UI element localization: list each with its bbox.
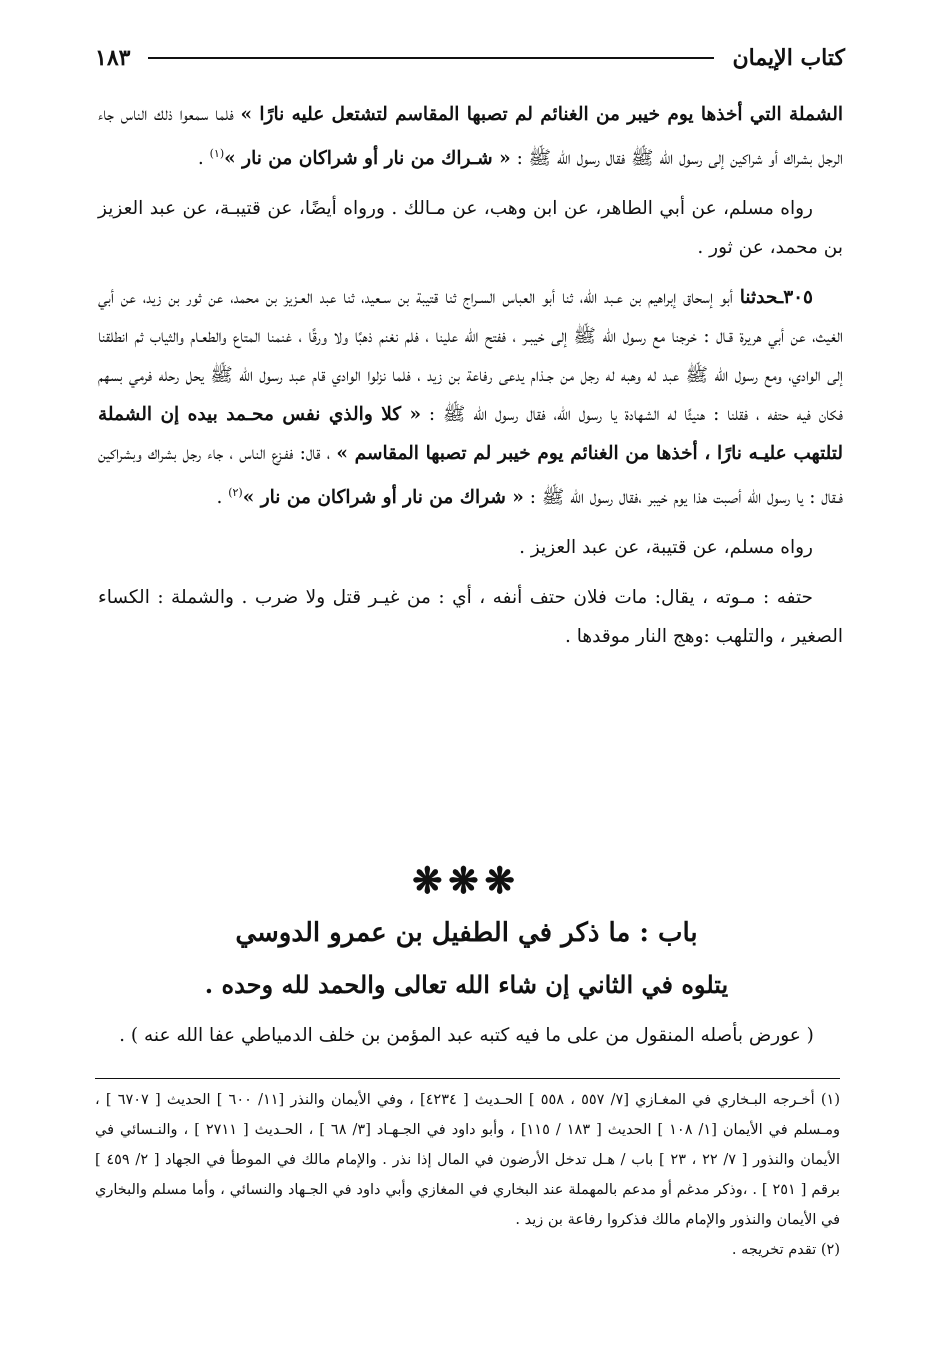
paragraph-text: أبو إسحاق إبراهيم بن عـبد الله، ثنا أبو العباس السـراج ثنا قتيبة بن سـعيد، ثنا عبد العـزيز بن محمد، عن ثور بن زيد، عن أبي الغيث، عن أبي هريرة قـال : خرجنا مع رسول الله ﷺ إلى خيبـر ، ففتح الله علينا ، فلم نغنم ذهبًا ولا ورقًا ، غنمنا المتاع والطعـام والثياب ثم انطلقنا إلى الوادي، ومع رسول الله ﷺ عبد له وهبه له رجل من جـذام يدعى رفاعة بن زيد ، فلما نزلوا الوادي قام عبد رسول الله ﷺ يحل رحله فرمي بسهم فكان فيه حتفه ، فقلنا : هنيئًا له الشهادة يا رسول الله، فقال رسول الله ﷺ : xyxy=(98,287,844,426)
footnote-divider xyxy=(95,1078,840,1079)
continuation-note: يتلوه في الثاني إن شاء الله تعالى والحمد لله وحده . xyxy=(204,970,729,999)
paragraph-3 xyxy=(98,278,843,517)
paragraph-text: ، قال: ففـزع الناس ، جاء رجل بشراك وبشراكين فـقال : يا رسول الله أصبت هذا يوم خيبر ،فقال رسول الله ﷺ : xyxy=(98,443,843,509)
hadith-number: ٣٠٥ـحدثنا xyxy=(739,287,813,309)
hadith-quote-bold: « شـراك من نار أو شراكان من نار » xyxy=(224,148,511,170)
hadith-quote-bold: الشملة التي أخذها يوم خيبر من الغنائم لم تصبها المقاسم لتشتعل عليه نارًا » xyxy=(240,104,843,125)
footnotes xyxy=(95,1085,840,1265)
footnote-marker[interactable]: (١) xyxy=(209,147,225,160)
hadith-quote-bold: « كلا والذي نفس محـمد بيده إن الشملة لتلتهب عليـه نارًا ، أخذها من الغنائم يوم خيبر لم تصبها المقاسم » xyxy=(98,404,843,465)
paragraph-5: حتفه : مـوته ، يقال: مات فلان حتف أنفه ، أي : من غيـر قتل ولا ضرب . والشملة : الكساء الصغير ، والتلهب :وهج النار موقدها . xyxy=(98,587,843,648)
paragraph-text: فلما سمعوا ذلك الناس جاء الرجل بشراك أو شراكين إلى رسول الله ﷺ فقال رسول الله ﷺ : xyxy=(98,104,843,170)
footnote-1: (١) أخـرجه البـخاري في المغـازي [٧/ ٥٥٧ ، ٥٥٨ ] الحـديث [ ٤٢٣٤] ، وفي الأيمان والنذر [١١/ ٦٠٠ ] الحديث [ ٦٧٠٧ ] ، ومـسلم في الأيمان [١/ ١٠٨ ] الحديث [ ١٨٣ / ١١٥] ، وأبو داود في الجـهـاد [٣/ ٦٨ ] ، الحـديث [ ٢٧١١ ] ، والنـسائي في الأيمان والنذور [ ٧/ ٢٢ ، ٢٣ ] باب / هـل تدخل الأرضون في المال إذا نذر . والإمام مالك في الموطأ في الجهاد [ ٢/ ٤٥٩ ] برقم [ ٢٥١ ] . ،وذكر مدغم أو مدعم بالمهملة عند البخاري في المغازي وأبي داود في الجـهاد والنسائي ، وأما مسلم والبخاري في الأيمان والنذور والإمام مالك فذكروا رفاعة بن زيد . xyxy=(95,1092,841,1228)
header-rule xyxy=(148,57,714,59)
section-separator-icon: ❋❋❋ xyxy=(412,860,521,902)
page-number: ١٨٣ xyxy=(95,45,131,71)
collation-note: ( عورض بأصله المنقول من على ما فيه كتبه عبد المؤمن بن خلف الدمياطي عفا الله عنه ) . xyxy=(119,1025,814,1046)
paragraph-2: رواه مسلم، عن أبي الطاهر، عن ابن وهب، عن مـالك . ورواه أيضًا، عن قتيبـة، عن عبد العزيز بن محمد، عن ثور . xyxy=(98,198,843,259)
footnote-2: (٢) تقدم تخريجه . xyxy=(731,1242,840,1258)
chapter-heading: باب : ما ذكر في الطفيل بن عمرو الدوسي xyxy=(235,918,698,948)
paragraph-end: . xyxy=(216,487,229,509)
paragraph-4: رواه مسلم، عن قتيبة، عن عبد العزيز . xyxy=(519,537,813,559)
paragraph-1 xyxy=(98,95,843,178)
footnote-marker[interactable]: (٢) xyxy=(228,486,243,500)
book-title: كتاب الإيمان xyxy=(732,45,845,71)
running-header xyxy=(95,38,845,78)
main-text xyxy=(98,95,843,667)
paragraph-end: . xyxy=(197,148,210,170)
hadith-quote-bold: « شراك من نار أو شراكان من نار » xyxy=(242,487,524,509)
